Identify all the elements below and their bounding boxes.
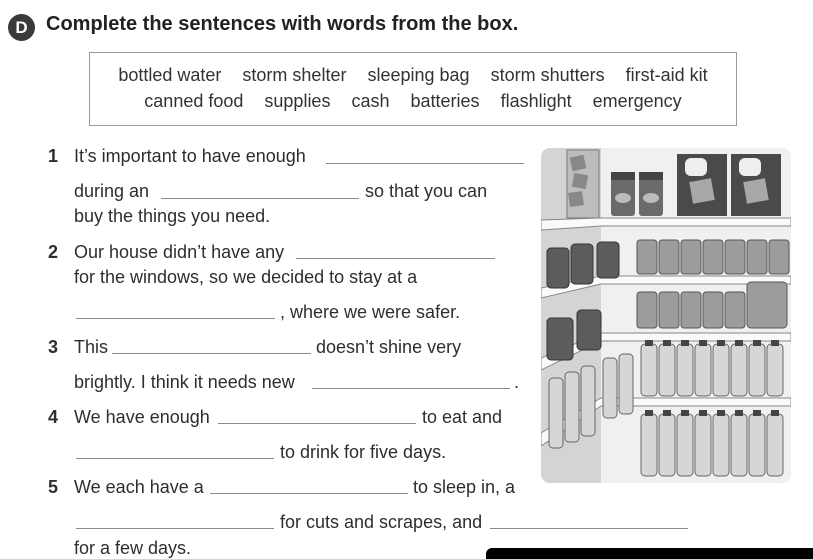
sentence-text: brightly. I think it needs new bbox=[74, 372, 295, 392]
answer-blank[interactable] bbox=[112, 353, 311, 354]
item-number: 1 bbox=[48, 146, 59, 166]
sentence-text: Our house didn’t have any bbox=[74, 242, 285, 262]
sentence-text: This bbox=[74, 337, 109, 357]
sentence-text: , where we were safer. bbox=[280, 302, 461, 322]
word-option: supplies bbox=[264, 91, 331, 111]
answer-blank[interactable] bbox=[312, 388, 510, 389]
answer-blank[interactable] bbox=[210, 493, 408, 494]
exercise-instruction: Complete the sentences with words from the box. bbox=[46, 13, 519, 35]
sentence-text: for cuts and scrapes, and bbox=[280, 512, 483, 532]
answer-blank[interactable] bbox=[490, 528, 688, 529]
word-option: sleeping bag bbox=[367, 65, 470, 85]
item-number: 3 bbox=[48, 337, 59, 357]
word-option: storm shelter bbox=[242, 65, 347, 85]
sentence-text: to sleep in, a bbox=[413, 477, 516, 497]
item-number: 2 bbox=[48, 242, 59, 262]
word-option: flashlight bbox=[500, 91, 572, 111]
sentence-text: to drink for five days. bbox=[280, 442, 447, 462]
bottom-black-bar bbox=[486, 548, 813, 559]
pantry-illustration bbox=[541, 148, 791, 483]
word-option: batteries bbox=[410, 91, 480, 111]
sentence-text: We have enough bbox=[74, 407, 210, 427]
sentence-text: during an bbox=[74, 181, 150, 201]
item-number: 4 bbox=[48, 407, 59, 427]
word-box-row-1 bbox=[90, 65, 736, 86]
sentence-text: We each have a bbox=[74, 477, 204, 497]
sentence-text: . bbox=[514, 372, 520, 392]
answer-blank[interactable] bbox=[296, 258, 495, 259]
sentence-text: doesn’t shine very bbox=[316, 337, 462, 357]
word-option: emergency bbox=[592, 91, 682, 111]
sentence-text: buy the things you need. bbox=[74, 206, 271, 226]
word-box-row-2 bbox=[90, 91, 736, 112]
sentence-text: for a few days. bbox=[74, 538, 192, 558]
word-option: cash bbox=[351, 91, 390, 111]
answer-blank[interactable] bbox=[218, 423, 416, 424]
answer-blank[interactable] bbox=[76, 318, 275, 319]
word-option: storm shutters bbox=[490, 65, 605, 85]
answer-blank[interactable] bbox=[76, 458, 274, 459]
item-number: 5 bbox=[48, 477, 59, 497]
sentence-text: for the windows, so we decided to stay at a bbox=[74, 267, 418, 287]
word-box bbox=[89, 52, 737, 126]
pantry-shelves-image bbox=[541, 148, 791, 483]
answer-blank[interactable] bbox=[161, 198, 359, 199]
word-option: first-aid kit bbox=[625, 65, 708, 85]
answer-blank[interactable] bbox=[326, 163, 524, 164]
sentence-text: It’s important to have enough bbox=[74, 146, 306, 166]
sentence-text: to eat and bbox=[422, 407, 503, 427]
exercise-letter-badge: D bbox=[8, 14, 35, 41]
word-option: bottled water bbox=[118, 65, 222, 85]
sentence-text: so that you can bbox=[365, 181, 488, 201]
word-option: canned food bbox=[144, 91, 244, 111]
answer-blank[interactable] bbox=[76, 528, 274, 529]
